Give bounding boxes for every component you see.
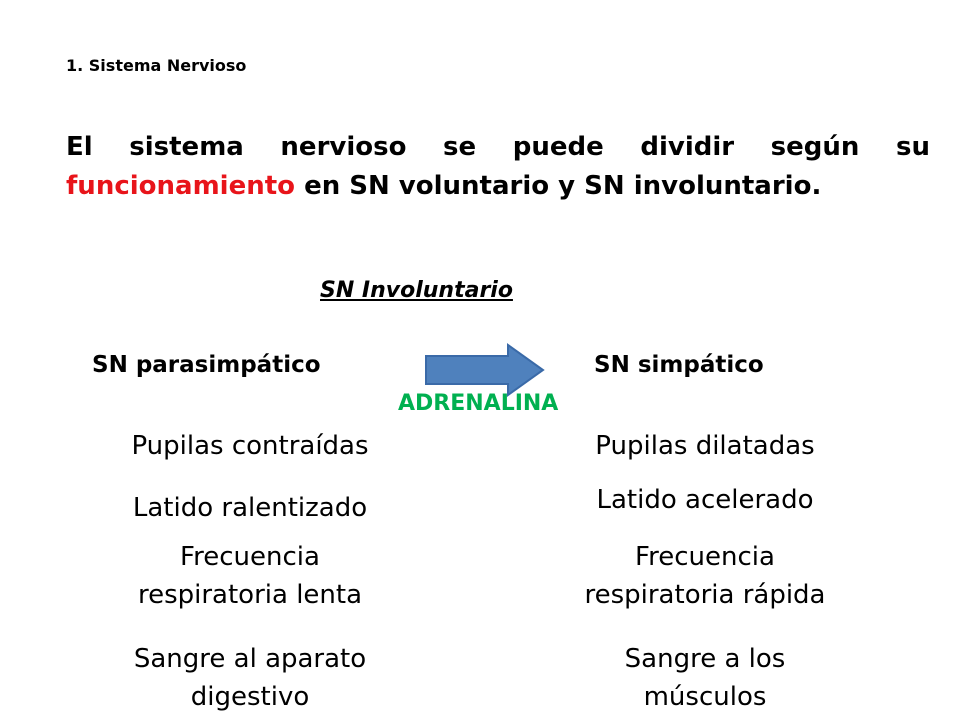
right-item-pupils <box>525 427 885 465</box>
left-item-breathing <box>70 538 430 614</box>
right-item-line: Sangre a los <box>624 644 786 674</box>
right-item-line: Pupilas dilatadas <box>595 431 815 461</box>
right-item-line: Latido acelerado <box>596 485 814 515</box>
left-item-line: Sangre al aparato <box>133 644 367 674</box>
intro-paragraph <box>66 128 930 206</box>
left-item-pupils <box>70 427 430 465</box>
right-heading: SN simpático <box>594 352 764 378</box>
arrow-shape <box>426 345 543 395</box>
right-item-line: músculos <box>643 682 767 712</box>
section-label: 1. Sistema Nervioso <box>66 56 247 75</box>
left-item-line: respiratoria lenta <box>137 580 363 610</box>
right-item-breathing <box>525 538 885 614</box>
right-item-line: respiratoria rápida <box>584 580 826 610</box>
right-item-blood <box>525 640 885 716</box>
left-item-line: digestivo <box>190 682 310 712</box>
intro-text-start: El sistema nervioso se puede dividir según su <box>66 132 930 162</box>
right-item-heartbeat <box>525 481 885 519</box>
right-arrow-icon <box>424 343 546 397</box>
left-item-line: Frecuencia <box>180 542 320 572</box>
left-item-line: Pupilas contraídas <box>131 431 369 461</box>
left-item-line: Latido ralentizado <box>132 493 368 523</box>
intro-highlight: funcionamiento <box>66 171 296 201</box>
adrenalina-label: ADRENALINA <box>398 391 559 416</box>
right-item-line: Frecuencia <box>635 542 775 572</box>
left-item-heartbeat <box>70 489 430 527</box>
subtitle: SN Involuntario <box>320 278 513 303</box>
left-item-blood <box>70 640 430 716</box>
left-heading: SN parasimpático <box>92 352 321 378</box>
intro-text-end: en SN voluntario y SN involuntario. <box>304 171 822 201</box>
